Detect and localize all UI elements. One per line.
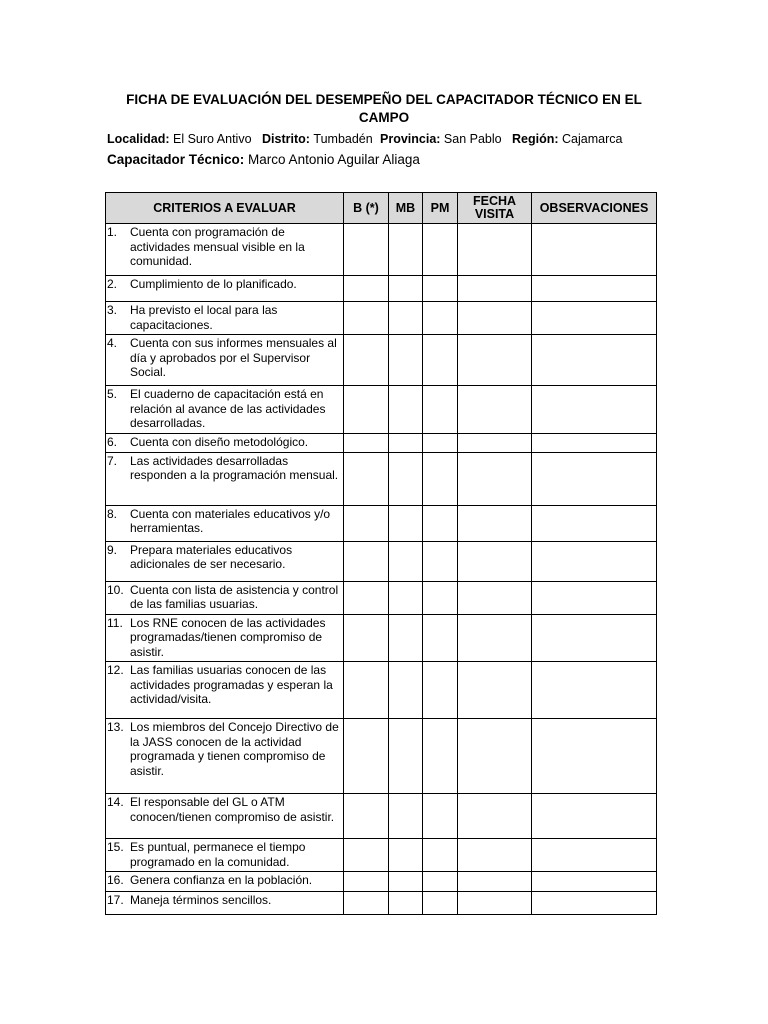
region-value: Cajamarca [562, 132, 623, 146]
provincia-field [380, 132, 512, 146]
localidad-value: El Suro Antivo [173, 132, 252, 146]
criterion-number: 17. [107, 893, 124, 907]
fecha-visita-cell[interactable] [458, 662, 532, 719]
mb-cell[interactable] [389, 872, 423, 892]
criterion-cell [106, 581, 344, 614]
criterion-text: Cuenta con lista de asistencia y control de las familias usuarias. [130, 582, 339, 611]
mb-cell[interactable] [389, 302, 423, 335]
provincia-label: Provincia: [380, 132, 441, 146]
observaciones-cell[interactable] [532, 541, 657, 581]
criterion-number: 8. [107, 506, 118, 521]
criterion-text: Cuenta con programación de actividades mensual visible en la comunidad. [130, 225, 305, 268]
criterion-number: 1. [107, 225, 118, 239]
criterion-text: Es puntual, permanece el tiempo programado en la comunidad. [130, 840, 306, 869]
page-title: FICHA DE EVALUACIÓN DEL DESEMPEÑO DEL CAPACITADOR TÉCNICO EN EL CAMPO [126, 92, 642, 125]
table-row [106, 335, 657, 386]
criterion-cell [106, 872, 344, 892]
b-cell[interactable] [344, 386, 389, 434]
table-row [106, 541, 657, 581]
criterion-number: 16. [107, 873, 124, 887]
fecha-visita-cell[interactable] [458, 892, 532, 915]
observaciones-cell[interactable] [532, 335, 657, 386]
criterion-cell [106, 541, 344, 581]
b-cell[interactable] [344, 302, 389, 335]
criterion-number: 4. [107, 336, 118, 350]
criterion-cell [106, 302, 344, 335]
observaciones-cell[interactable] [532, 892, 657, 915]
criterion-number: 9. [107, 542, 118, 557]
mb-cell[interactable] [389, 452, 423, 505]
criterion-cell [106, 335, 344, 386]
criterion-text: El responsable del GL o ATM conocen/tienen compromiso de asistir. [130, 795, 335, 824]
mb-cell[interactable] [389, 505, 423, 541]
criterion-number: 15. [107, 840, 124, 854]
criterion-text: Los miembros del Concejo Directivo de la JASS conocen de la actividad programada y tienen compromiso de asistir. [130, 720, 339, 778]
mb-cell[interactable] [389, 614, 423, 662]
criterion-cell [106, 505, 344, 541]
criterion-text: Cuenta con materiales educativos y/o herramientas. [130, 506, 331, 535]
table-row [106, 794, 657, 839]
table-row [106, 719, 657, 794]
criterion-text: Prepara materiales educativos adicionales de ser necesario. [130, 542, 293, 571]
fecha-visita-cell[interactable] [458, 302, 532, 335]
col-mb: MB [389, 193, 423, 224]
pm-cell[interactable] [423, 614, 458, 662]
pm-cell[interactable] [423, 335, 458, 386]
criterion-cell [106, 276, 344, 302]
criterion-number: 14. [107, 795, 124, 809]
b-cell[interactable] [344, 452, 389, 505]
observaciones-cell[interactable] [532, 386, 657, 434]
col-pm: PM [423, 193, 458, 224]
table-row [106, 302, 657, 335]
capacitador-label: Capacitador Técnico: [107, 152, 245, 167]
pm-cell[interactable] [423, 541, 458, 581]
criterion-text: Cuenta con sus informes mensuales al día y aprobados por el Supervisor Social. [130, 336, 337, 379]
criterion-cell [106, 892, 344, 915]
b-cell[interactable] [344, 276, 389, 302]
pm-cell[interactable] [423, 433, 458, 452]
criterion-number: 2. [107, 277, 118, 291]
b-cell[interactable] [344, 614, 389, 662]
fecha-visita-cell[interactable] [458, 719, 532, 794]
table-row [106, 892, 657, 915]
b-cell[interactable] [344, 794, 389, 839]
mb-cell[interactable] [389, 386, 423, 434]
criterion-text: Las actividades desarrolladas responden a la programación mensual. [130, 453, 339, 482]
mb-cell[interactable] [389, 541, 423, 581]
fecha-visita-cell[interactable] [458, 794, 532, 839]
mb-cell[interactable] [389, 335, 423, 386]
criterion-number: 11. [107, 615, 123, 630]
criterion-number: 3. [107, 303, 118, 317]
fecha-visita-cell[interactable] [458, 581, 532, 614]
fecha-visita-cell[interactable] [458, 335, 532, 386]
distrito-value: Tumbadén [313, 132, 373, 146]
observaciones-cell[interactable] [532, 719, 657, 794]
table-header-row [106, 193, 657, 224]
table-row [106, 276, 657, 302]
table-row [106, 581, 657, 614]
criterion-text: Cuenta con diseño metodológico. [130, 434, 309, 449]
fecha-visita-cell[interactable] [458, 276, 532, 302]
location-info [107, 132, 622, 146]
criterion-cell [106, 224, 344, 276]
criterion-cell [106, 794, 344, 839]
mb-cell[interactable] [389, 719, 423, 794]
criterion-number: 5. [107, 387, 118, 401]
fecha-visita-cell[interactable] [458, 224, 532, 276]
col-observaciones: OBSERVACIONES [532, 193, 657, 224]
b-cell[interactable] [344, 839, 389, 872]
criterion-text: Las familias usuarias conocen de las actividades programadas y esperan la actividad/visita. [130, 663, 333, 706]
mb-cell[interactable] [389, 892, 423, 915]
observaciones-cell[interactable] [532, 302, 657, 335]
mb-cell[interactable] [389, 224, 423, 276]
criterion-text: Los RNE conocen de las actividades programadas/tienen compromiso de asistir. [130, 615, 326, 659]
evaluation-table [105, 192, 657, 915]
observaciones-cell[interactable] [532, 433, 657, 452]
observaciones-cell[interactable] [532, 614, 657, 662]
mb-cell[interactable] [389, 276, 423, 302]
observaciones-cell[interactable] [532, 505, 657, 541]
criterion-text: Cumplimiento de lo planificado. [130, 277, 297, 291]
b-cell[interactable] [344, 719, 389, 794]
observaciones-cell[interactable] [532, 794, 657, 839]
b-cell[interactable] [344, 662, 389, 719]
table-row [106, 505, 657, 541]
fecha-visita-cell[interactable] [458, 433, 532, 452]
b-cell[interactable] [344, 433, 389, 452]
capacitador-value: Marco Antonio Aguilar Aliaga [248, 152, 420, 167]
observaciones-cell[interactable] [532, 581, 657, 614]
mb-cell[interactable] [389, 433, 423, 452]
table-row [106, 614, 657, 662]
b-cell[interactable] [344, 892, 389, 915]
criterion-number: 10. [107, 582, 124, 597]
pm-cell[interactable] [423, 794, 458, 839]
distrito-field [262, 132, 380, 146]
region-label: Región: [512, 132, 559, 146]
pm-cell[interactable] [423, 505, 458, 541]
mb-cell[interactable] [389, 662, 423, 719]
observaciones-cell[interactable] [532, 224, 657, 276]
criterion-cell [106, 662, 344, 719]
pm-cell[interactable] [423, 302, 458, 335]
pm-cell[interactable] [423, 662, 458, 719]
table-row [106, 386, 657, 434]
table-row [106, 433, 657, 452]
b-cell[interactable] [344, 224, 389, 276]
pm-cell[interactable] [423, 581, 458, 614]
criterion-text: Genera confianza en la población. [130, 873, 313, 887]
observaciones-cell[interactable] [532, 872, 657, 892]
table-row [106, 224, 657, 276]
pm-cell[interactable] [423, 872, 458, 892]
observaciones-cell[interactable] [532, 452, 657, 505]
fecha-visita-cell[interactable] [458, 541, 532, 581]
criterion-cell [106, 839, 344, 872]
criterion-cell [106, 614, 344, 662]
col-criterios: CRITERIOS A EVALUAR [106, 193, 344, 224]
fecha-visita-cell[interactable] [458, 505, 532, 541]
region-field [512, 132, 622, 146]
criterion-number: 12. [107, 663, 124, 677]
b-cell[interactable] [344, 335, 389, 386]
col-fecha-visita: FECHA VISITA [458, 193, 532, 224]
fecha-visita-cell[interactable] [458, 386, 532, 434]
criterion-cell [106, 386, 344, 434]
pm-cell[interactable] [423, 892, 458, 915]
pm-cell[interactable] [423, 452, 458, 505]
mb-cell[interactable] [389, 794, 423, 839]
capacitador-info [107, 152, 420, 167]
criterion-cell [106, 452, 344, 505]
pm-cell[interactable] [423, 276, 458, 302]
pm-cell[interactable] [423, 386, 458, 434]
pm-cell[interactable] [423, 839, 458, 872]
table-row [106, 872, 657, 892]
b-cell[interactable] [344, 541, 389, 581]
criterion-text: Maneja términos sencillos. [130, 893, 272, 907]
criterion-text: Ha previsto el local para las capacitaciones. [130, 303, 278, 332]
criterion-cell [106, 719, 344, 794]
criterion-text: El cuaderno de capacitación está en relación al avance de las actividades desarrolladas. [130, 387, 326, 430]
criterion-number: 7. [107, 453, 118, 468]
fecha-visita-cell[interactable] [458, 452, 532, 505]
b-cell[interactable] [344, 581, 389, 614]
observaciones-cell[interactable] [532, 662, 657, 719]
table-row [106, 662, 657, 719]
fecha-visita-cell[interactable] [458, 872, 532, 892]
criterion-cell [106, 433, 344, 452]
mb-cell[interactable] [389, 581, 423, 614]
mb-cell[interactable] [389, 839, 423, 872]
observaciones-cell[interactable] [532, 839, 657, 872]
pm-cell[interactable] [423, 224, 458, 276]
fecha-visita-cell[interactable] [458, 839, 532, 872]
distrito-label: Distrito: [262, 132, 310, 146]
localidad-field [107, 132, 262, 146]
table-row [106, 839, 657, 872]
criterion-number: 6. [107, 434, 118, 449]
observaciones-cell[interactable] [532, 276, 657, 302]
table-row [106, 452, 657, 505]
b-cell[interactable] [344, 505, 389, 541]
provincia-value: San Pablo [443, 132, 502, 146]
fecha-visita-cell[interactable] [458, 614, 532, 662]
criterion-number: 13. [107, 720, 124, 734]
b-cell[interactable] [344, 872, 389, 892]
pm-cell[interactable] [423, 719, 458, 794]
localidad-label: Localidad: [107, 132, 170, 146]
col-b: B (*) [344, 193, 389, 224]
